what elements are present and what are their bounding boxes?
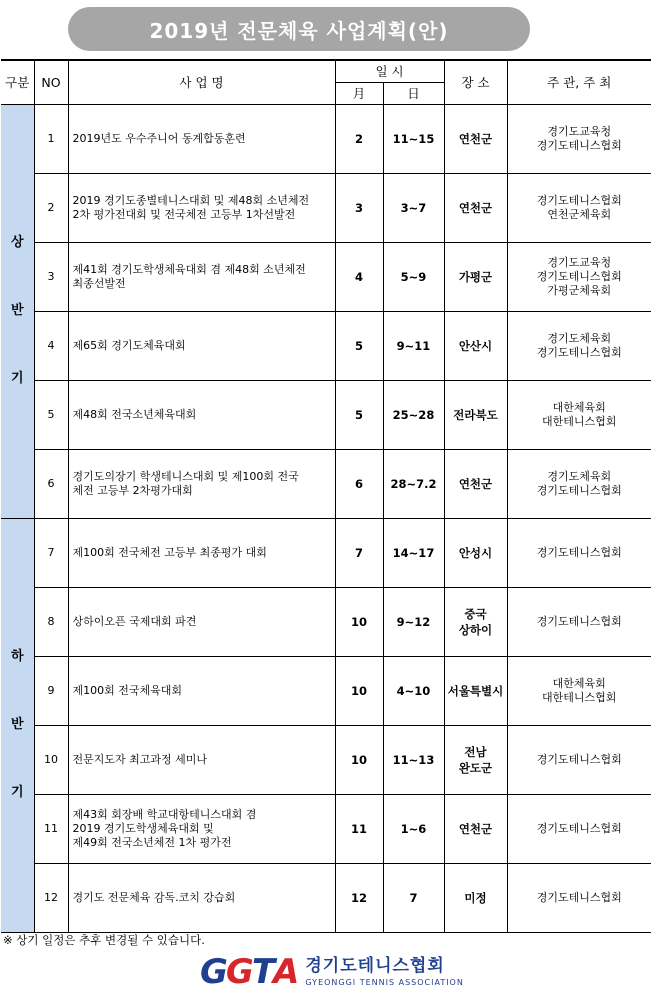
table-row (1, 725, 651, 794)
event-name: 상하이오픈 국제대회 파견 (68, 587, 335, 656)
event-days: 28~7.2 (383, 449, 444, 518)
header-name: 사 업 명 (68, 60, 335, 104)
event-place: 가평군 (444, 242, 507, 311)
event-month: 5 (335, 380, 383, 449)
table-row (1, 242, 651, 311)
event-name: 제48회 전국소년체육대회 (68, 380, 335, 449)
row-number: 9 (34, 656, 68, 725)
event-name: 전문지도자 최고과정 세미나 (68, 725, 335, 794)
row-number: 1 (34, 104, 68, 173)
event-host: 경기도테니스협회 (507, 518, 651, 587)
event-month: 4 (335, 242, 383, 311)
event-month: 2 (335, 104, 383, 173)
event-host: 경기도교육청 경기도테니스협회 (507, 104, 651, 173)
event-month: 12 (335, 863, 383, 932)
row-number: 6 (34, 449, 68, 518)
header-category: 구분 (1, 60, 34, 104)
event-name: 제43회 회장배 학교대항테니스대회 겸 2019 경기도학생체육대회 및 제49회 전국소년체전 1차 평가전 (68, 794, 335, 863)
event-days: 25~28 (383, 380, 444, 449)
table-row (1, 380, 651, 449)
table-row (1, 863, 651, 932)
table-row (1, 794, 651, 863)
row-number: 3 (34, 242, 68, 311)
event-name: 2019 경기도종별테니스대회 및 제48회 소년체전 2차 평가전대회 및 전국체전 고등부 1차선발전 (68, 173, 335, 242)
row-number: 4 (34, 311, 68, 380)
event-month: 6 (335, 449, 383, 518)
event-host: 대한체육회 대한테니스협회 (507, 380, 651, 449)
event-month: 10 (335, 587, 383, 656)
category-second-half: 하 반 기 (1, 518, 34, 932)
table-row (1, 311, 651, 380)
table-row (1, 449, 651, 518)
header-date: 일 시 (335, 60, 444, 82)
row-number: 2 (34, 173, 68, 242)
event-days: 9~11 (383, 311, 444, 380)
event-place: 안성시 (444, 518, 507, 587)
event-host: 경기도테니스협회 (507, 725, 651, 794)
event-place: 연천군 (444, 104, 507, 173)
event-name: 경기도의장기 학생테니스대회 및 제100회 전국 체전 고등부 2차평가대회 (68, 449, 335, 518)
ggta-logo-mark: G G T A (200, 952, 298, 992)
event-days: 14~17 (383, 518, 444, 587)
category-first-half: 상 반 기 (1, 104, 34, 518)
table-row (1, 518, 651, 587)
event-month: 10 (335, 725, 383, 794)
header-month: 月 (335, 82, 383, 104)
event-place: 연천군 (444, 794, 507, 863)
event-place: 연천군 (444, 173, 507, 242)
header-place: 장 소 (444, 60, 507, 104)
header-no: NO (34, 60, 68, 104)
event-host: 경기도교육청 경기도테니스협회 가평군체육회 (507, 242, 651, 311)
logo-name-korean: 경기도테니스협회 (305, 956, 445, 976)
event-host: 경기도체육회 경기도테니스협회 (507, 311, 651, 380)
event-days: 4~10 (383, 656, 444, 725)
event-host: 대한체육회 대한테니스협회 (507, 656, 651, 725)
event-days: 5~9 (383, 242, 444, 311)
event-place: 전남 완도군 (444, 725, 507, 794)
event-host: 경기도테니스협회 연천군체육회 (507, 173, 651, 242)
event-name: 2019년도 우수주니어 동계합동훈련 (68, 104, 335, 173)
event-place: 중국 상하이 (444, 587, 507, 656)
row-number: 10 (34, 725, 68, 794)
event-month: 11 (335, 794, 383, 863)
row-number: 12 (34, 863, 68, 932)
event-place: 서울특별시 (444, 656, 507, 725)
event-days: 7 (383, 863, 444, 932)
event-place: 안산시 (444, 311, 507, 380)
row-number: 8 (34, 587, 68, 656)
event-host: 경기도체육회 경기도테니스협회 (507, 449, 651, 518)
header-host: 주 관, 주 최 (507, 60, 651, 104)
logo-name-english: GYEONGGI TENNIS ASSOCIATION (305, 978, 464, 987)
event-name: 제100회 전국체육대회 (68, 656, 335, 725)
footnote: ※ 상기 일정은 추후 변경될 수 있습니다. (3, 933, 205, 947)
schedule-table (1, 59, 651, 933)
event-place: 미정 (444, 863, 507, 932)
row-number: 5 (34, 380, 68, 449)
row-number: 7 (34, 518, 68, 587)
table-row (1, 104, 651, 173)
event-days: 3~7 (383, 173, 444, 242)
event-days: 1~6 (383, 794, 444, 863)
event-days: 11~15 (383, 104, 444, 173)
page-title: 2019년 전문체육 사업계획(안) (68, 7, 530, 51)
event-month: 10 (335, 656, 383, 725)
event-host: 경기도테니스협회 (507, 863, 651, 932)
table-row (1, 173, 651, 242)
event-host: 경기도테니스협회 (507, 587, 651, 656)
event-place: 전라북도 (444, 380, 507, 449)
table-row (1, 656, 651, 725)
event-month: 3 (335, 173, 383, 242)
header-day: 日 (383, 82, 444, 104)
event-name: 제41회 경기도학생체육대회 겸 제48회 소년체전 최종선발전 (68, 242, 335, 311)
event-name: 경기도 전문체육 감독.코치 강습회 (68, 863, 335, 932)
event-name: 제100회 전국체전 고등부 최종평가 대회 (68, 518, 335, 587)
event-days: 9~12 (383, 587, 444, 656)
event-host: 경기도테니스협회 (507, 794, 651, 863)
event-name: 제65회 경기도체육대회 (68, 311, 335, 380)
table-row (1, 587, 651, 656)
row-number: 11 (34, 794, 68, 863)
association-logo (200, 951, 500, 993)
event-place: 연천군 (444, 449, 507, 518)
event-days: 11~13 (383, 725, 444, 794)
event-month: 7 (335, 518, 383, 587)
event-month: 5 (335, 311, 383, 380)
